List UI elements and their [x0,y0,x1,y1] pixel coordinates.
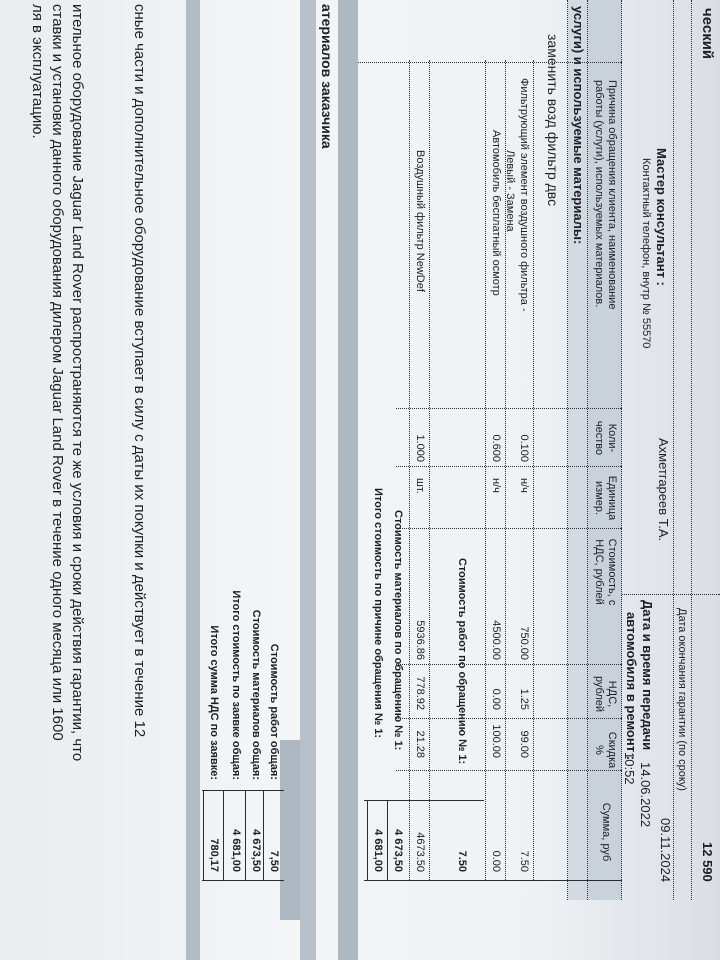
work-1-cost: 750.00 [518,626,530,660]
customer-materials-title: атериалов заказчика [319,4,335,149]
col-unit-1: Единица [606,475,618,521]
rule [358,62,622,63]
material-1-cost: 5936.86 [414,620,426,660]
col-reason-1: Причина обращения клиента, наименование [606,80,618,310]
summary-value-total: 4 681,00 [230,829,242,872]
rule [364,880,622,881]
rule [567,0,568,900]
materials-total-value: 4 673,50 [392,829,404,872]
material-1-qty: 1.000 [414,434,426,462]
work-1-unit: н/ч [518,478,530,493]
rule [245,790,246,880]
rule [203,790,204,880]
work-2-cost: 4500.00 [490,620,502,660]
work-2-discount: 100.00 [490,724,502,758]
rule [202,880,284,881]
transfer-time: 10:52 [622,752,637,785]
material-1-vat: 778.92 [414,676,426,710]
col-unit-2: измер. [593,480,605,516]
summary-value-works: 7,50 [268,850,280,872]
summary-label-vat: Итого сумма НДС по заявке: [208,625,220,780]
master-label: Мастер консультант : [654,148,669,286]
rule [621,0,622,900]
summary-head-band [280,740,300,920]
rule [396,718,622,719]
works-total-label: Стоимость работ по обращению № 1: [456,558,468,765]
contact-phone: Контактный телефон, внутр № 55570 [640,158,652,349]
rule [396,664,622,665]
work-2-sum: 0.00 [490,850,502,872]
grey-band-2 [300,0,316,960]
warranty-line-2: ительное оборудование Jaguar Land Rover распространяются те же условия и сроки действия гарантии, что [69,4,86,762]
material-1-discount: 21.28 [414,730,426,758]
summary-label-materials: Стоимость материалов общая: [250,609,262,780]
warranty-end-value: 09.11.2024 [658,818,673,883]
material-1-name: Воздушный фильтр NewDef [414,150,426,292]
reason-title: заменить возд фильтр двс [545,34,561,207]
col-vat-2: рублей [593,675,605,713]
grey-divider-band [338,0,358,960]
transfer-label-1: Дата и время передачи [640,600,655,751]
warranty-line-4: ля в эксплуатацию. [29,4,46,139]
warranty-line-1: сные части и дополнительное оборудование вступает в силу с даты их покупки и действует в течение 12 [131,4,148,738]
section-title: услуги) и используемые материалы: [571,6,586,245]
warranty-end-label: Дата окончания гарантии (по сроку) [676,608,688,791]
header-amount: 12 590 [700,842,715,882]
summary-label-works: Стоимость работ общая: [268,643,280,780]
col-discount-2: % [593,745,605,755]
work-2-unit: н/ч [490,478,502,493]
master-name: Ахметгареев Т.А. [656,438,671,542]
rule [485,60,486,880]
reason-total-value: 4 681,00 [372,829,384,872]
work-1-vat: 1.25 [518,688,530,710]
work-1-discount: 99.00 [518,730,530,758]
materials-total-label: Стоимость материалов по обращению № 1: [392,510,404,751]
rule [691,0,692,900]
reason-total-label: Итого стоимость по причине обращения № 1: [372,488,384,739]
col-vat-1: НДС, [606,680,618,708]
rule [533,60,534,880]
summary-label-total: Итого стоимость по заявке общая: [230,590,242,780]
rule [673,0,674,900]
rule [223,790,224,880]
work-2-vat: 0.00 [490,688,502,710]
col-cost-1: Стоимость, с [606,538,618,606]
material-1-unit: шт. [414,478,426,494]
rule [263,790,264,880]
rule [505,60,506,880]
col-qty-2: чество [593,420,605,456]
work-1-sum: 7.50 [518,850,530,872]
summary-value-materials: 4 673,50 [250,829,262,872]
works-total-value: 7.50 [456,850,468,872]
warranty-line-3: ставки и установки данного оборудования дилером Jaguar Land Rover в течение одного месяца или 1600 [49,4,66,741]
work-2-qty: 0.600 [490,434,502,462]
summary-value-vat: 780,17 [208,838,220,872]
col-sum: Сумма, руб [600,802,612,862]
rule [622,594,720,595]
rule [429,60,430,880]
grey-band-3 [186,0,200,960]
col-discount-1: Скидка [606,731,618,769]
rule [587,0,588,900]
rule [396,408,622,409]
col-reason-2: работы (услуги), используемых материалов. [593,80,605,308]
rule [387,800,388,880]
rule [409,60,410,880]
rule [396,528,622,529]
transfer-label-2: автомобиля в ремонт : [624,612,639,761]
rule [367,800,368,880]
col-cost-2: НДС, рублей [593,539,605,605]
rule [202,790,284,791]
material-1-sum: 4673.50 [414,832,426,872]
work-2-name: Автомобиль бесплатный осмотр [490,130,502,296]
rule [364,800,484,801]
col-qty-1: Коли- [606,423,618,453]
work-1-qty: 0.100 [518,434,530,462]
work-1-name-2: Левый - Замена [504,150,516,232]
rule [396,770,622,771]
transfer-date: 14.06.2022 [638,762,653,828]
work-1-name-1: Фильтрующий элемент воздушного фильтра - [518,78,530,312]
org-label-fragment: ческий [699,8,716,60]
rule [396,466,622,467]
